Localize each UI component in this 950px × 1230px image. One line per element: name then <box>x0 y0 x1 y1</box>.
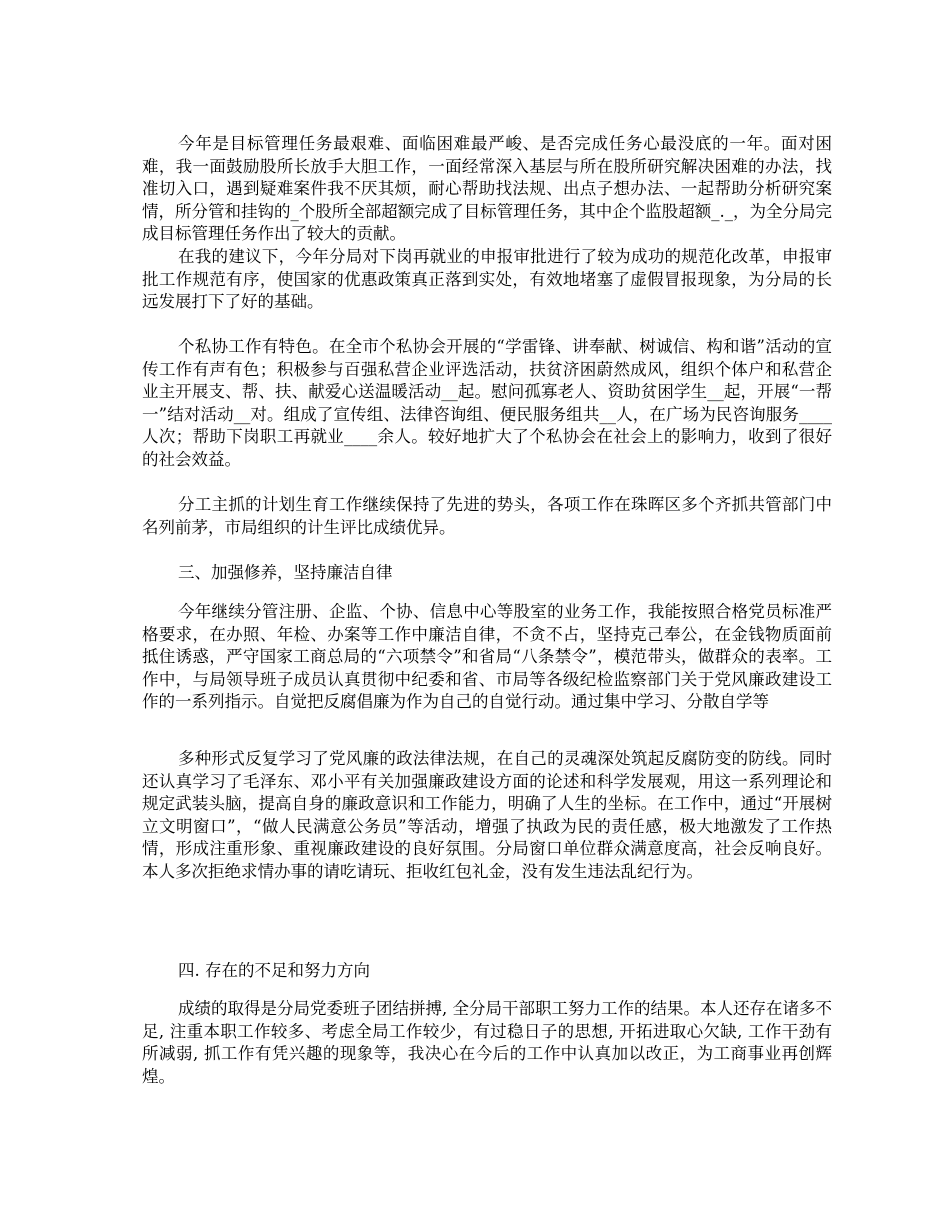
paragraph-anti-corruption-study: 多种形式反复学习了党风廉的政法律法规，在自己的灵魂深处筑起反腐防变的防线。同时还认真学习了毛泽东、邓小平有关加强廉政建设方面的论述和科学发展观，用这一系列理论和规定武装头脑，提高自身的廉政意识和工作能力，明确了人生的坐标。在工作中，通过“开展树立文明窗口”，“做人民满意公务员”等活动，增强了执政为民的责任感，极大地激发了工作热情，形成注重形象、重视廉政建设的良好氛围。分局窗口单位群众满意度高，社会反响良好。本人多次拒绝求情办事的请吃请玩、拒收红包礼金，没有发生违法乱纪行为。 <box>142 749 832 881</box>
section-heading-shortcomings: 四. 存在的不足和努力方向 <box>178 961 370 980</box>
paragraph-reemployment-reform: 在我的建议下，今年分局对下岗再就业的申报审批进行了较为成功的规范化改革，申报审批工作规范有序，使国家的优惠政策真正落到实处，有效地堵塞了虚假冒报现象，为分局的长远发展打下了好的基础。 <box>142 247 832 311</box>
paragraph-family-planning: 分工主抓的计划生育工作继续保持了先进的势头，各项工作在珠晖区多个齐抓共管部门中名列前茅，市局组织的计生评比成绩优异。 <box>142 495 832 537</box>
paragraph-private-association: 个私协工作有特色。在全市个私协会开展的“学雷锋、讲奉献、树诚信、构和谐”活动的宣传工作有声有色；积极参与百强私营企业评选活动，扶贫济困蔚然成风，组织个体户和私营企业主开展支、帮、扶、献爱心送温暖活动__起。慰问孤寡老人、资助贫困学生__起，开展“一帮一”结对活动__对。组成了宣传组、法律咨询组、便民服务组共__人，在广场为民咨询服务____人次；帮助下岗职工再就业____余人。较好地扩大了个私协会在社会上的影响力，收到了很好的社会效益。 <box>142 337 832 469</box>
paragraph-shortcomings: 成绩的取得是分局党委班子团结拼搏, 全分局干部职工努力工作的结果。本人还存在诸多不足, 注重本职工作较多、考虑全局工作较少，有过稳日子的思想, 开拓进取心欠缺, 工作干劲有所减弱, 抓工作有凭兴趣的现象等，我决心在今后的工作中认真加以改正，为工商事业再创辉煌。 <box>142 999 832 1086</box>
section-heading-integrity: 三、加强修养，坚持廉洁自律 <box>178 563 393 582</box>
paragraph-target-management: 今年是目标管理任务最艰难、面临困难最严峻、是否完成任务心最没底的一年。面对困难，我一面鼓励股所长放手大胆工作，一面经常深入基层与所在股所研究解决困难的办法，找准切入口，遇到疑难案件我不厌其烦，耐心帮助找法规、出点子想办法、一起帮助分析研究案情，所分管和挂钩的_个股所全部超额完成了目标管理任务，其中企个监股超额_._，为全分局完成目标管理任务作出了较大的贡献。 <box>142 134 832 243</box>
paragraph-integrity-discipline: 今年继续分管注册、企监、个协、信息中心等股室的业务工作，我能按照合格党员标准严格要求，在办照、年检、办案等工作中廉洁自律，不贪不占，坚持克己奉公，在金钱物质面前抵住诱惑，严守国家工商总局的“六项禁令”和省局“八条禁令”，模范带头，做群众的表率。工作中，与局领导班子成员认真贯彻中纪委和省、市局等各级纪检监察部门关于党风廉政建设工作的一系列指示。自觉把反腐倡廉为作为自己的自觉行动。通过集中学习、分散自学等 <box>142 602 832 711</box>
